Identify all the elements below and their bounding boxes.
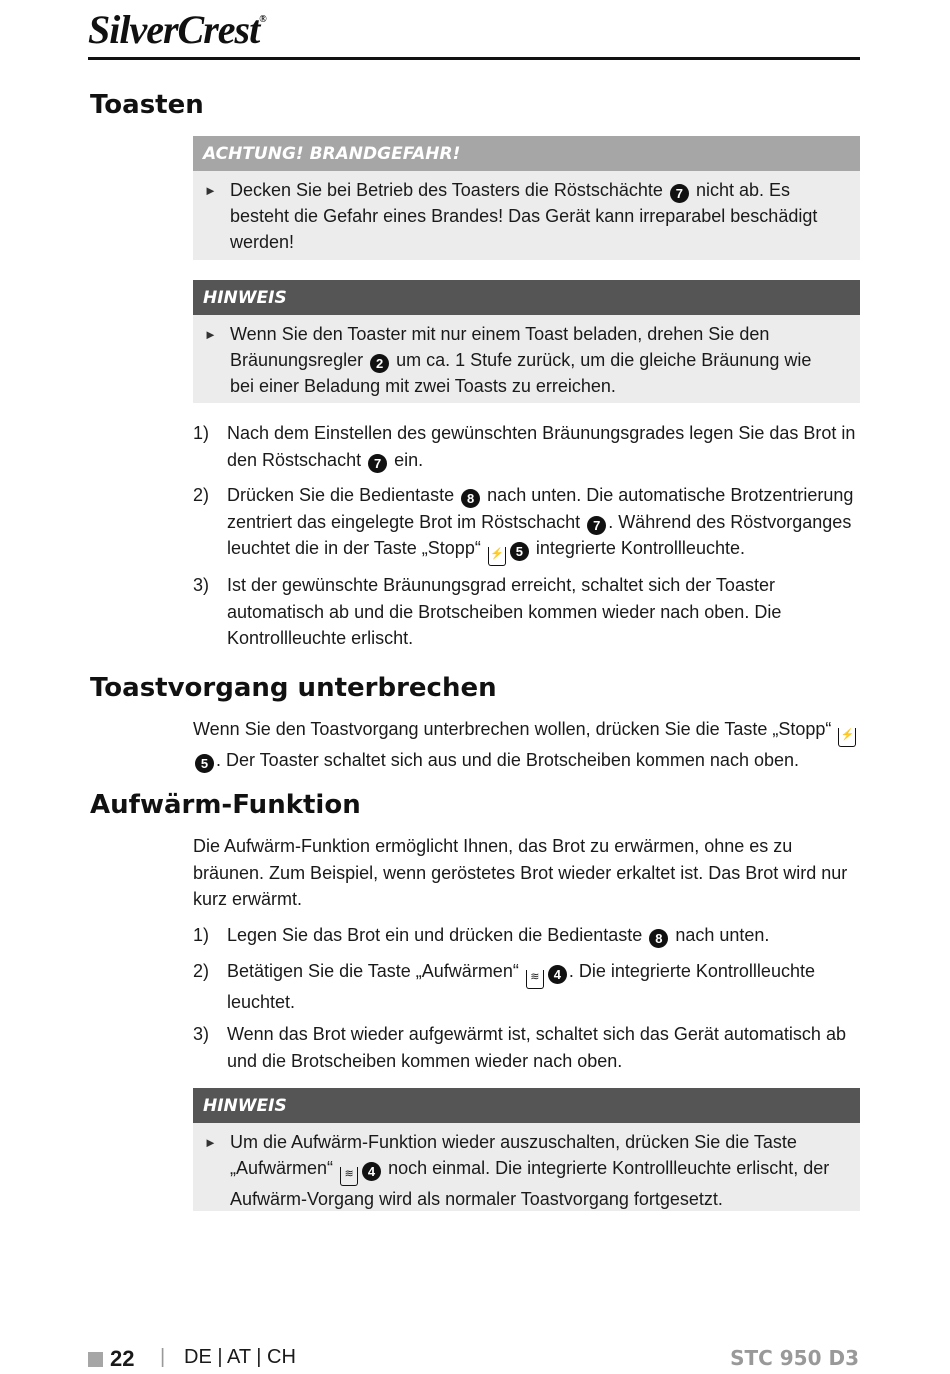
para-text-cont: . Der Toaster schaltet sich aus und die Brotscheiben kommen nach oben. <box>216 750 799 770</box>
part-number-badge: 5 <box>510 542 529 561</box>
step-text: Ist der gewünschte Bräunungsgrad erreicht, schaltet sich der Toaster automatisch ab und die Brotscheiben kommen wieder nach oben. Die Kontrollleuchte erlischt. <box>227 575 782 648</box>
section-title-unterbrechen: Toastvorgang unterbrechen <box>90 673 497 703</box>
list-item <box>193 420 863 473</box>
step-text-cont: nach unten. <box>675 925 770 945</box>
step-number: 3) <box>193 575 210 595</box>
step-text: Legen Sie das Brot ein und drücken die Bedientaste <box>227 925 643 945</box>
warm-symbol-icon: ≋ <box>340 1167 358 1186</box>
list-item <box>193 572 863 652</box>
brand-name: SilverCrest <box>88 7 260 52</box>
note-header: HINWEIS <box>193 280 860 315</box>
brand-logo <box>88 6 266 53</box>
step-number: 2) <box>193 961 210 981</box>
step-text-cont: . Die integrierte Kontrollleuchte leuchtet. <box>227 961 815 1012</box>
warm-symbol-icon: ≋ <box>526 970 544 989</box>
step-text: Wenn das Brot wieder aufgewärmt ist, schaltet sich das Gerät automatisch ab und die Brotscheiben kommen wieder nach oben. <box>227 1024 846 1071</box>
list-item <box>193 922 863 949</box>
note-body <box>193 1123 860 1218</box>
part-number-badge: 7 <box>670 184 689 203</box>
header-rule <box>88 57 860 60</box>
step-text-cont: ein. <box>394 449 424 470</box>
step-text: Nach dem Einstellen des gewünschten Bräunungsgrades legen Sie das Brot in den Röstschacht <box>227 423 856 470</box>
part-number-badge: 4 <box>362 1162 381 1181</box>
part-number-badge: 4 <box>548 965 567 984</box>
note-header: HINWEIS <box>193 1088 860 1123</box>
bullet-arrow-icon: ► <box>204 183 217 198</box>
section-title-toasten: Toasten <box>90 90 204 120</box>
step-number: 1) <box>193 925 210 945</box>
model-number: STC 950 D3 <box>730 1346 859 1370</box>
step-number: 1) <box>193 423 210 443</box>
warning-text-cont: nicht ab. Es besteht die Gefahr eines Brandes! Das Gerät kann irreparabel beschädigt werden! <box>230 180 818 252</box>
part-number-badge: 7 <box>368 454 387 473</box>
stop-symbol-icon: ⚡ <box>488 547 506 566</box>
unterbrechen-paragraph <box>193 716 863 774</box>
note-text-cont: noch einmal. Die integrierte Kontrollleuchte erlischt, der Aufwärm-Vorgang wird als normaler Toastvorgang fortgesetzt. <box>230 1158 830 1209</box>
bullet-arrow-icon: ► <box>204 1135 217 1150</box>
section-title-aufwaerm: Aufwärm-Funktion <box>90 790 361 820</box>
part-number-badge: 7 <box>587 516 606 535</box>
step-text-cont: integrierte Kontrollleuchte. <box>535 538 745 558</box>
part-number-badge: 8 <box>461 489 480 508</box>
step-number: 2) <box>193 485 210 505</box>
note-box-1 <box>193 280 860 403</box>
warning-text: Decken Sie bei Betrieb des Toasters die Röstschächte <box>230 180 663 200</box>
part-number-badge: 2 <box>370 354 389 373</box>
note-text-cont: um ca. 1 Stufe zurück, um die gleiche Bräunung wie bei einer Beladung mit zwei Toasts zu erreichen. <box>230 350 812 396</box>
list-item <box>193 1021 863 1074</box>
note-text: Wenn Sie den Toaster mit nur einem Toast beladen, drehen Sie den Bräunungsregler <box>230 324 770 370</box>
note-body <box>193 315 860 405</box>
step-number: 3) <box>193 1024 210 1044</box>
step-text: Drücken Sie die Bedientaste <box>227 485 455 505</box>
aufwaerm-intro: Die Aufwärm-Funktion ermöglicht Ihnen, das Brot zu erwärmen, ohne es zu bräunen. Zum Beispiel, wenn geröstetes Brot wieder erkaltet ist. Das Brot wird nur kurz erwärmt. <box>193 836 848 909</box>
warning-body <box>193 171 860 261</box>
step-text: Betätigen Sie die Taste „Aufwärmen“ <box>227 961 519 981</box>
note-text: Um die Aufwärm-Funktion wieder auszuschalten, drücken Sie die Taste „Aufwärmen“ <box>230 1132 797 1178</box>
footer-languages: DE | AT | CH <box>184 1346 296 1368</box>
footer-square <box>88 1352 103 1367</box>
part-number-badge: 5 <box>195 754 214 773</box>
warning-box <box>193 136 860 260</box>
registered-mark: ® <box>259 14 266 25</box>
part-number-badge: 8 <box>649 929 668 948</box>
stop-symbol-icon: ⚡ <box>838 728 856 747</box>
step-text-cont: nach unten. Die automatische Brotzentrierung zentriert das eingelegte Brot im Röstschacht <box>227 485 854 532</box>
para-text: Wenn Sie den Toastvorgang unterbrechen wollen, drücken Sie die Taste „Stopp“ <box>193 719 832 739</box>
footer-separator: | <box>160 1346 166 1368</box>
step-text-cont: . Während des Röstvorganges leuchtet die in der Taste „Stopp“ <box>227 511 852 558</box>
note-box-2 <box>193 1088 860 1211</box>
page-number: 22 <box>110 1346 135 1371</box>
warning-header: ACHTUNG! BRANDGEFAHR! <box>193 136 860 171</box>
list-item <box>193 958 863 1016</box>
list-item <box>193 482 863 566</box>
bullet-arrow-icon: ► <box>204 327 217 342</box>
